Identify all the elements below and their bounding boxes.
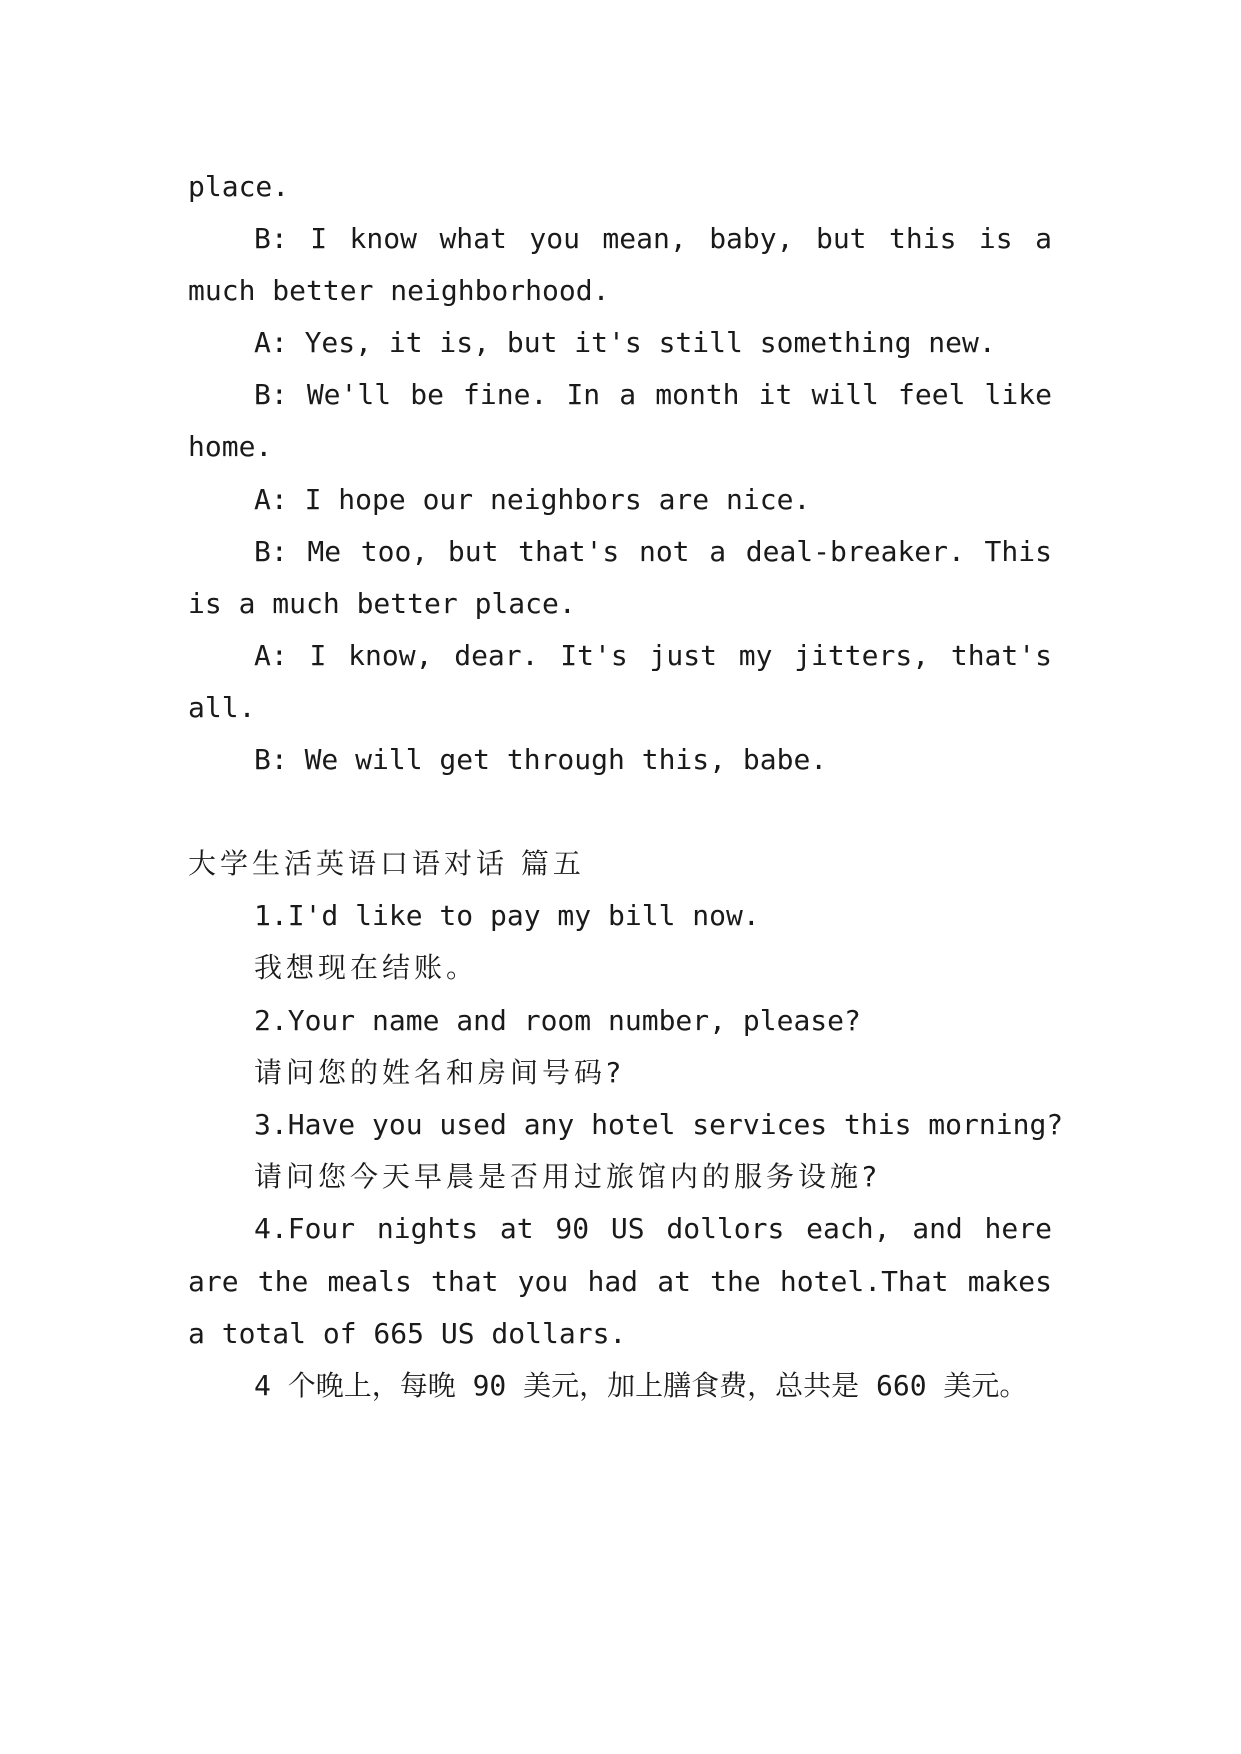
phrase-chinese: 请问您的姓名和房间号码?: [254, 1056, 625, 1089]
phrase-chinese: 我想现在结账。: [254, 951, 479, 984]
dialogue-line: A: I hope our neighbors are nice.: [254, 483, 811, 516]
phrase-english: 1.I'd like to pay my bill now.: [254, 899, 760, 932]
text-line: is a much better place.: [188, 587, 576, 620]
phrase-english: 2.Your name and room number, please?: [254, 1004, 861, 1037]
phrase-chinese: 4 个晚上，每晚 90 美元，加上膳食费，总共是 660 美元。: [254, 1369, 1028, 1402]
text-line: place.: [188, 170, 290, 203]
section-heading: 大学生活英语口语对话 篇五: [188, 847, 585, 880]
dialogue-line: B: I know what you mean, baby, but this is a: [254, 222, 1052, 255]
text-line: a total of 665 US dollars.: [188, 1317, 627, 1350]
text-line: all.: [188, 691, 256, 724]
phrase-chinese: 请问您今天早晨是否用过旅馆内的服务设施?: [254, 1160, 881, 1193]
phrase-english: 3.Have you used any hotel services this morning?: [254, 1108, 1064, 1141]
dialogue-line: A: Yes, it is, but it's still something new.: [254, 326, 996, 359]
dialogue-line: B: Me too, but that's not a deal-breaker. This: [254, 535, 1052, 568]
text-line: are the meals that you had at the hotel.That makes: [188, 1265, 1052, 1298]
dialogue-line: B: We'll be fine. In a month it will feel like: [254, 378, 1052, 411]
text-line: home.: [188, 430, 273, 463]
dialogue-line: A: I know, dear. It's just my jitters, that's: [254, 639, 1052, 672]
text-line: much better neighborhood.: [188, 274, 610, 307]
dialogue-line: B: We will get through this, babe.: [254, 743, 828, 776]
phrase-english: 4.Four nights at 90 US dollors each, and here: [254, 1212, 1052, 1245]
